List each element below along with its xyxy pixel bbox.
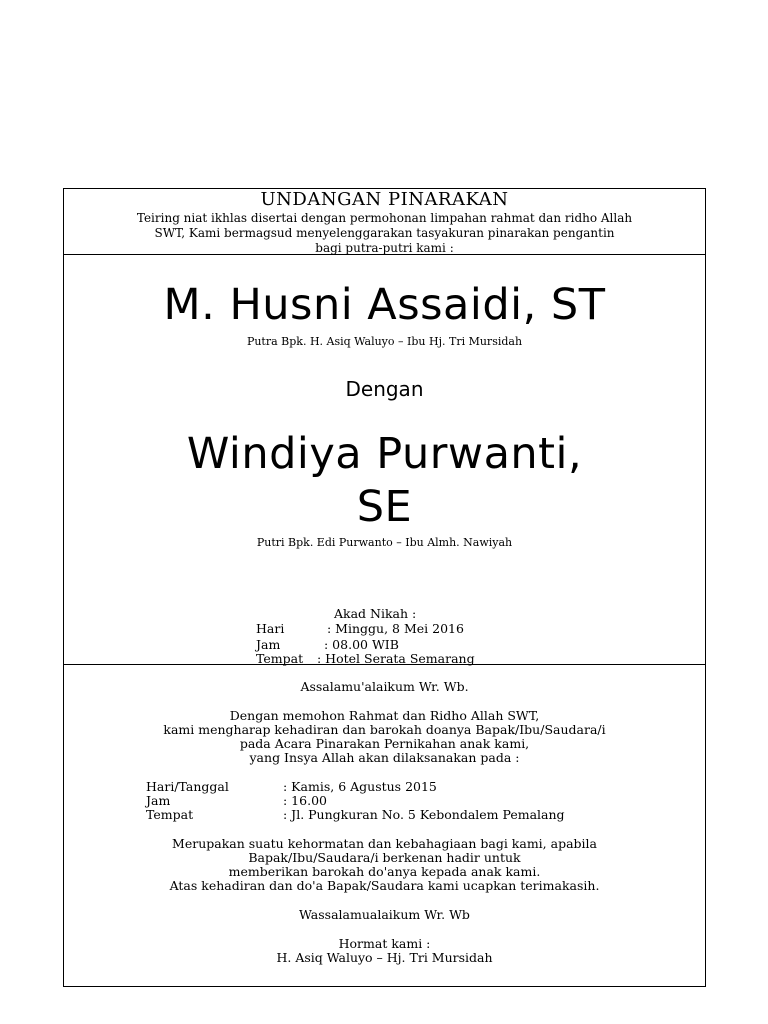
akad-place-value: : Hotel Serata Semarang bbox=[317, 651, 475, 666]
closing-line-4: Atas kehadiran dan do'a Bapak/Saudara kami ucapkan terimakasih. bbox=[169, 878, 600, 893]
akad-title: Akad Nikah : bbox=[334, 606, 417, 621]
event-place-value: : Jl. Pungkuran No. 5 Kebondalem Pemalang bbox=[283, 807, 565, 822]
groom-name: M. Husni Assaidi, ST bbox=[163, 280, 606, 330]
farewell: Wassalamualaikum Wr. Wb bbox=[299, 907, 470, 922]
opening-line-3: pada Acara Pinarakan Pernikahan anak kami, bbox=[239, 736, 530, 751]
opening-line-4: yang Insya Allah akan dilaksanakan pada : bbox=[249, 750, 520, 765]
event-date-label: Hari/Tanggal bbox=[146, 779, 229, 794]
greeting: Assalamu'alaikum Wr. Wb. bbox=[300, 679, 469, 694]
intro-line-3: bagi putra-putri kami : bbox=[315, 241, 454, 255]
signoff-title: Hormat kami : bbox=[338, 936, 431, 951]
invitation-title: UNDANGAN PINARAKAN bbox=[260, 189, 509, 210]
akad-time-label: Jam bbox=[256, 637, 281, 652]
closing-line-2: Bapak/Ibu/Saudara/i berkenan hadir untuk bbox=[248, 850, 521, 865]
event-date-value: : Kamis, 6 Agustus 2015 bbox=[283, 779, 437, 794]
opening-line-2: kami mengharap kehadiran dan barokah doanya Bapak/Ibu/Saudara/i bbox=[163, 722, 606, 737]
akad-time-value: : 08.00 WIB bbox=[324, 637, 399, 652]
event-place-label: Tempat bbox=[146, 807, 194, 822]
event-time-value: : 16.00 bbox=[283, 793, 327, 808]
signoff-names: H. Asiq Waluyo – Hj. Tri Mursidah bbox=[276, 950, 493, 965]
bride-name-line-1: Windiya Purwanti, bbox=[186, 429, 583, 479]
bride-parents: Putri Bpk. Edi Purwanto – Ibu Almh. Nawiyah bbox=[256, 536, 513, 549]
akad-day-label: Hari bbox=[256, 621, 285, 636]
akad-place-label: Tempat bbox=[256, 651, 304, 666]
groom-parents: Putra Bpk. H. Asiq Waluyo – Ibu Hj. Tri Mursidah bbox=[246, 335, 523, 348]
closing-line-3: memberikan barokah do'anya kepada anak kami. bbox=[228, 864, 541, 879]
event-time-label: Jam bbox=[146, 793, 171, 808]
intro-line-2: SWT, Kami bermagsud menyelenggarakan tasyakuran pinarakan pengantin bbox=[154, 226, 615, 240]
bride-name-line-2: SE bbox=[356, 482, 413, 532]
connector-text: Dengan bbox=[345, 377, 424, 401]
akad-day-value: : Minggu, 8 Mei 2016 bbox=[327, 621, 464, 636]
opening-line-1: Dengan memohon Rahmat dan Ridho Allah SWT, bbox=[229, 708, 540, 723]
intro-line-1: Teiring niat ikhlas disertai dengan permohonan limpahan rahmat dan ridho Allah bbox=[136, 211, 633, 225]
closing-line-1: Merupakan suatu kehormatan dan kebahagiaan bagi kami, apabila bbox=[172, 836, 597, 851]
